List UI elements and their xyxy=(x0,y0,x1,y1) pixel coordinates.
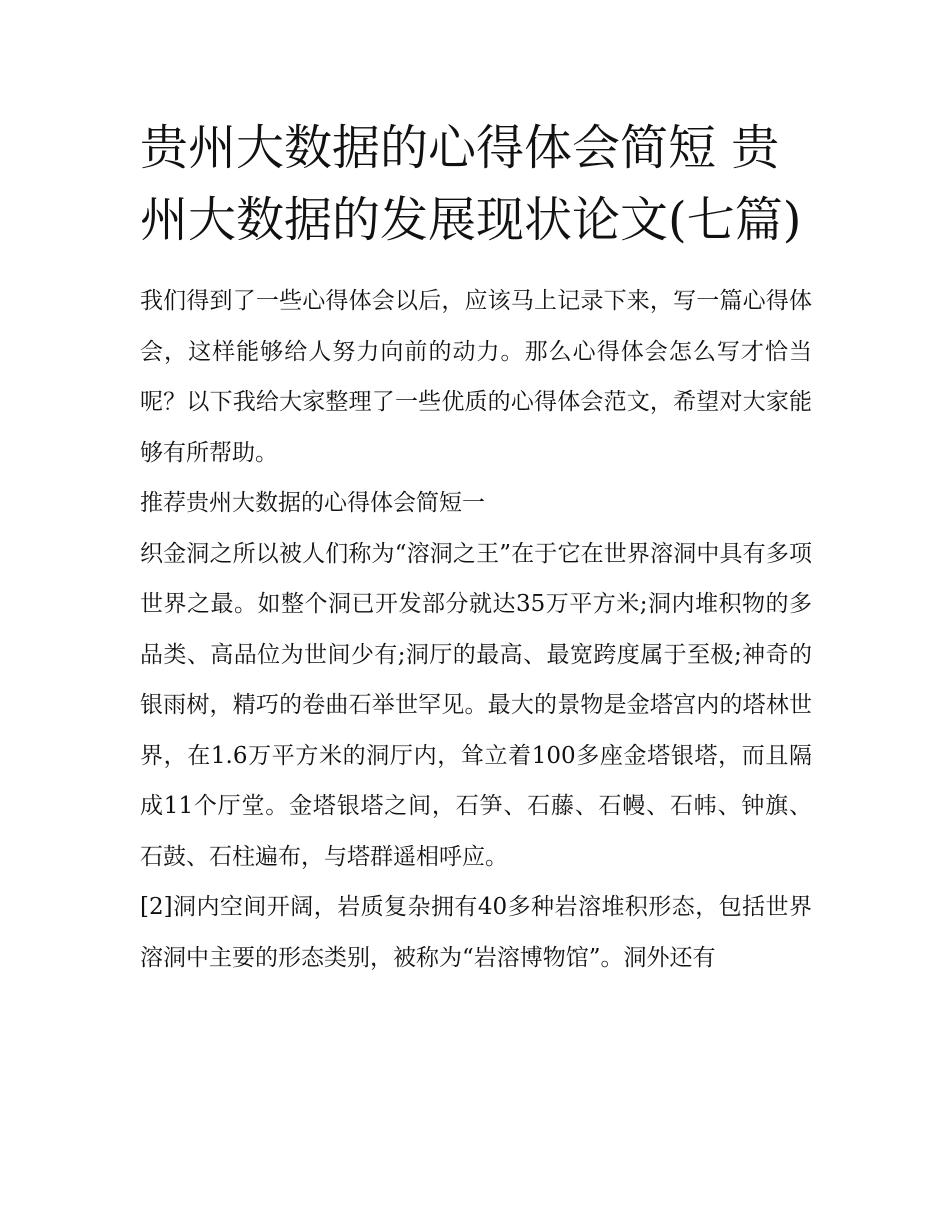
document-title: 贵州大数据的心得体会简短 贵州大数据的发展现状论文(七篇) xyxy=(140,120,802,248)
section-heading: 推荐贵州大数据的心得体会简短一 xyxy=(140,490,485,516)
intro-paragraph: 我们得到了一些心得体会以后，应该马上记录下来，写一篇心得体会，这样能够给人努力向前的动力。那么心得体会怎么写才恰当呢？以下我给大家整理了一些优质的心得体会范文，希望对大家能够有所帮助。 xyxy=(140,288,812,466)
body-paragraph: 织金洞之所以被人们称为“溶洞之王”在于它在世界溶洞中具有多项世界之最。如整个洞已开发部分就达35万平方米;洞内堆积物的多品类、高品位为世间少有;洞厅的最高、最宽跨度属于至极;神奇的银雨树，精巧的卷曲石举世罕见。最大的景物是金塔宫内的塔林世界，在1.6万平方米的洞厅内，耸立着100多座金塔银塔，而且隔成11个厅堂。金塔银塔之间，石笋、石藤、石幔、石帏、钟旗、石鼓、石柱遍布，与塔群遥相呼应。 xyxy=(140,540,812,870)
document-body xyxy=(140,112,812,983)
body-paragraph: [2]洞内空间开阔，岩质复杂拥有40多种岩溶堆积形态，包括世界溶洞中主要的形态类别，被称为“岩溶博物馆”。洞外还有 xyxy=(140,894,812,971)
